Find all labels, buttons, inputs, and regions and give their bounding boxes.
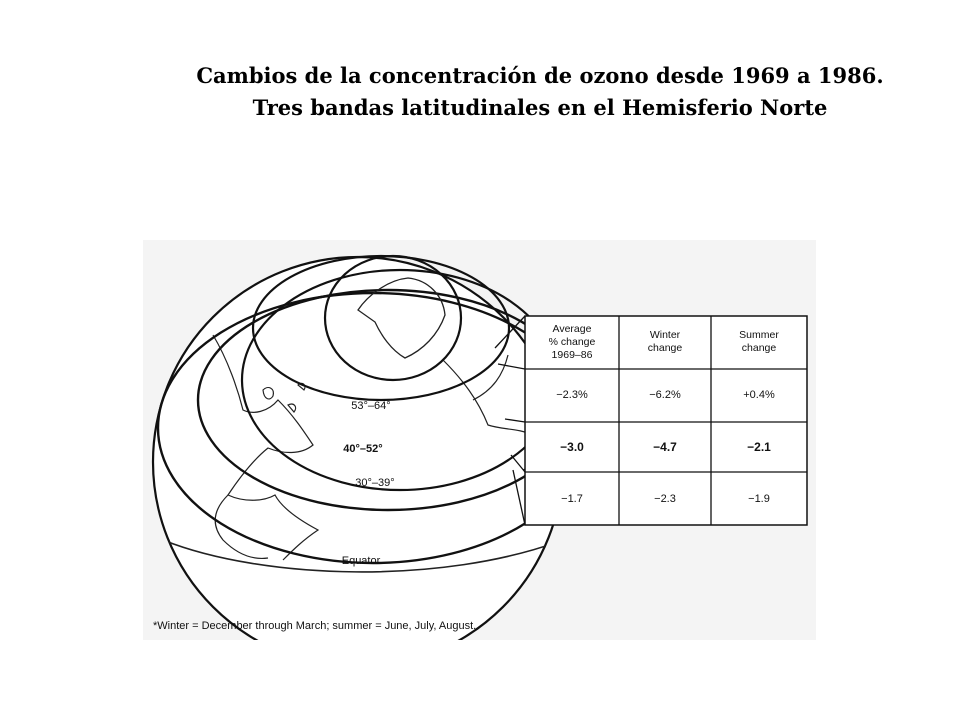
ozone-globe-figure xyxy=(143,240,816,640)
cell-row1-average: −2.3% xyxy=(556,389,588,401)
cell-row2-winter: −4.7 xyxy=(653,440,677,454)
header-summer-line-2: change xyxy=(741,342,777,354)
header-average-line-1: Average xyxy=(552,323,592,335)
header-winter-line-1: Winter xyxy=(649,329,681,341)
equator-label: Equator xyxy=(341,555,381,567)
cell-row2-summer: −2.1 xyxy=(747,440,771,454)
header-average-line-3: 1969–86 xyxy=(551,349,593,361)
ozone-change-table xyxy=(525,316,807,525)
cell-row3-average: −1.7 xyxy=(561,493,583,505)
cell-row1-summer: +0.4% xyxy=(743,389,775,401)
footnote: *Winter = December through March; summer = June, July, August. xyxy=(153,620,477,632)
header-average-line-2: % change xyxy=(548,336,596,348)
band-label-40-52: 40°–52° xyxy=(343,443,383,455)
cell-row1-winter: −6.2% xyxy=(649,389,681,401)
slide-title-line-1: Cambios de la concentración de ozono desde 1969 a 1986. xyxy=(196,63,884,88)
header-winter-line-2: change xyxy=(647,342,683,354)
header-summer-line-1: Summer xyxy=(739,329,779,341)
slide-title-line-2: Tres bandas latitudinales en el Hemisferio Norte xyxy=(252,95,828,120)
band-label-53-64: 53°–64° xyxy=(351,400,391,412)
cell-row2-average: −3.0 xyxy=(560,440,584,454)
cell-row3-summer: −1.9 xyxy=(748,493,770,505)
cell-row3-winter: −2.3 xyxy=(654,493,676,505)
band-label-30-39: 30°–39° xyxy=(355,477,395,489)
